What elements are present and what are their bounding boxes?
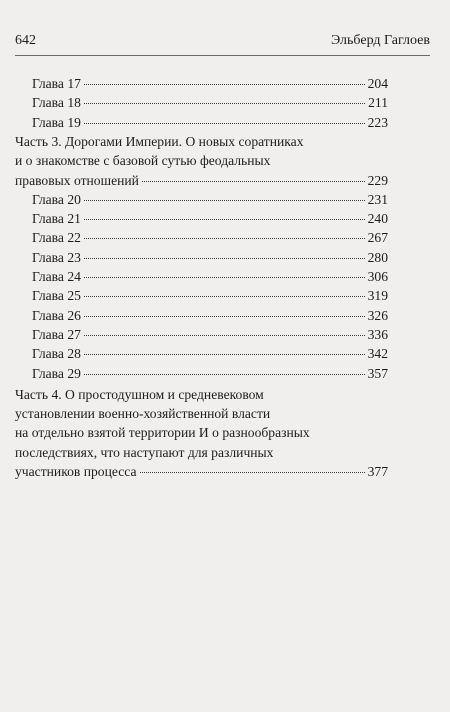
chapter-label: Глава 23 — [32, 249, 81, 265]
dot-leader — [84, 374, 365, 375]
chapter-page: 204 — [367, 76, 388, 91]
author-name: Эльберд Гаглоев — [331, 33, 430, 48]
chapter-label: Глава 20 — [32, 191, 81, 207]
toc-entry — [32, 307, 388, 325]
chapter-label: Глава 29 — [32, 365, 81, 381]
toc-entry — [32, 94, 388, 112]
dot-leader — [84, 219, 365, 220]
dot-leader — [84, 84, 365, 85]
chapter-label: Глава 18 — [32, 95, 81, 111]
toc-entry — [32, 249, 388, 267]
part-page: 229 — [367, 172, 388, 188]
chapter-label: Глава 17 — [32, 76, 81, 91]
toc-entry — [32, 365, 388, 383]
toc-entry — [32, 210, 388, 228]
chapter-page: 280 — [367, 249, 388, 265]
dot-leader — [84, 296, 365, 297]
dot-leader — [84, 354, 365, 355]
chapter-page: 326 — [367, 307, 388, 323]
part-title-last — [15, 172, 388, 190]
dot-leader — [142, 181, 365, 182]
part-title-line: последствиях, что наступают для различных — [15, 444, 274, 460]
page-number: 642 — [15, 33, 36, 48]
chapter-label: Глава 21 — [32, 211, 81, 227]
chapter-page: 342 — [367, 346, 388, 362]
toc-entry — [32, 287, 388, 305]
chapter-page: 336 — [367, 326, 388, 342]
toc-entry — [32, 345, 388, 363]
chapter-page: 319 — [367, 288, 388, 304]
toc-entry — [32, 75, 388, 93]
chapter-page: 240 — [367, 211, 388, 227]
chapter-page: 306 — [367, 269, 388, 284]
part-title-line: и о знакомстве с базовой сутью феодальных — [15, 153, 271, 169]
chapter-label: Глава 26 — [32, 307, 81, 323]
toc-entry — [32, 268, 388, 286]
dot-leader — [84, 123, 365, 124]
dot-leader — [84, 335, 365, 336]
header-rule — [15, 55, 430, 56]
dot-leader — [84, 238, 365, 239]
part-title-line: участников процесса — [15, 464, 137, 479]
running-header — [15, 33, 430, 49]
chapter-label: Глава 24 — [32, 269, 81, 284]
chapter-label: Глава 19 — [32, 114, 81, 130]
part-title-line: установлении военно-хозяйственной власти — [15, 406, 271, 422]
dot-leader — [84, 316, 365, 317]
chapter-label: Глава 27 — [32, 326, 81, 342]
chapter-label: Глава 22 — [32, 230, 81, 246]
chapter-page: 267 — [367, 230, 388, 246]
dot-leader — [84, 258, 365, 259]
dot-leader — [84, 277, 365, 278]
chapter-page: 231 — [367, 191, 388, 207]
toc-entry — [32, 229, 388, 247]
part-title-line: Часть 3. Дорогами Империи. О новых соратниках — [15, 133, 304, 149]
toc-entry — [32, 191, 388, 209]
chapter-page: 211 — [368, 95, 388, 111]
toc-entry — [32, 114, 388, 132]
toc-entry — [32, 326, 388, 344]
part-title-line: правовых отношений — [15, 172, 139, 188]
part-title-line: Часть 4. О простодушном и средневековом — [15, 386, 264, 402]
chapter-label: Глава 28 — [32, 346, 81, 362]
dot-leader — [84, 200, 365, 201]
part-page: 377 — [367, 464, 388, 479]
dot-leader — [84, 103, 365, 104]
dot-leader — [140, 472, 365, 473]
chapter-page: 357 — [367, 365, 388, 381]
part-title-last — [15, 463, 388, 481]
part-title-line: на отдельно взятой территории И о разнообразных — [15, 425, 310, 441]
chapter-page: 223 — [367, 114, 388, 130]
chapter-label: Глава 25 — [32, 288, 81, 304]
